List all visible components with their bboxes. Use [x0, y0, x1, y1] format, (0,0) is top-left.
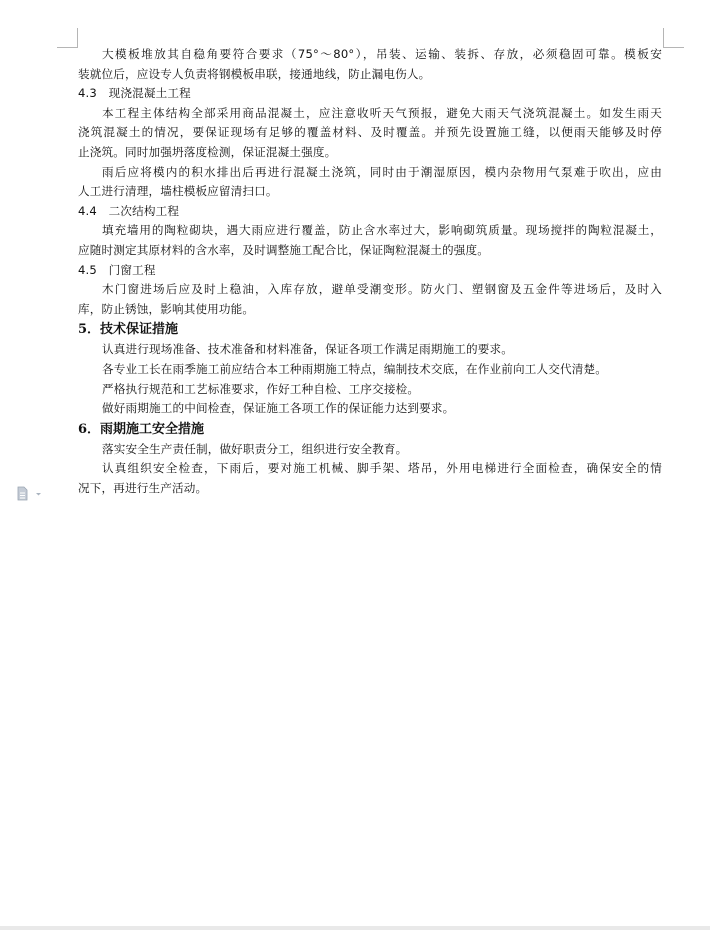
document-icon: [16, 486, 44, 502]
section-heading-5: 5．技术保证措施: [78, 322, 179, 338]
section-heading-4-5: 4.5 门窗工程: [78, 262, 156, 277]
paragraph-line: 浇筑混凝土的情况，要保证现场有足够的覆盖材料、及时覆盖。并预先设置施工缝，以便雨天能够及时停: [78, 125, 662, 140]
chevron-down-icon: [36, 493, 41, 496]
paragraph-line: 落实安全生产责任制，做好职责分工，组织进行安全教育。: [102, 441, 408, 456]
paragraph-line: 大模板堆放其自稳角要符合要求（75°～80°），吊装、运输、装拆、存放，必须稳固可靠。模板安: [102, 47, 662, 61]
paragraph-line: 严格执行规范和工艺标准要求，作好工种自检、工序交接检。: [102, 381, 420, 396]
section-heading-6: 6．雨期施工安全措施: [78, 421, 205, 437]
crop-mark-top-left: [57, 47, 78, 48]
section-heading-4-4: 4.4 二次结构工程: [78, 203, 180, 218]
paragraph-line: 本工程主体结构全部采用商品混凝土，应注意收听天气预报，避免大雨天气浇筑混凝土。如发生雨天: [102, 105, 662, 120]
paragraph-line: 雨后应将模内的积水排出后再进行混凝土浇筑，同时由于潮湿原因，模内杂物用气泵难于吹出，应由: [102, 164, 662, 179]
paragraph-line: 认真组织安全检查，下雨后，要对施工机械、脚手架、塔吊，外用电梯进行全面检查，确保安全的情: [102, 461, 662, 476]
paragraph-line: 做好雨期施工的中间检查，保证施工各项工作的保证能力达到要求。: [102, 401, 455, 416]
paragraph-line: 木门窗进场后应及时上稳油，入库存放，避单受潮变形。防火门、塑钢窗及五金件等进场后，及时入: [102, 282, 662, 297]
paragraph-line: 止浇筑。同时加强坍落度检测，保证混凝土强度。: [78, 144, 337, 159]
page-bottom-edge: [0, 926, 710, 930]
paragraph-line: 各专业工长在雨季施工前应结合本工种雨期施工特点，编制技术交底，在作业前向工人交代清楚。: [102, 361, 607, 376]
section-heading-4-3: 4.3 现浇混凝土工程: [78, 86, 191, 101]
paragraph-line: 装就位后，应设专人负责将钢模板串联，接通地线，防止漏电伤人。: [78, 66, 431, 81]
paragraph-line: 况下，再进行生产活动。: [78, 480, 208, 495]
paragraph-line: 填充墙用的陶粒砌块，遇大雨应进行覆盖，防止含水率过大，影响砌筑质量。现场搅拌的陶粒混凝土，: [102, 223, 662, 238]
crop-mark-top-right: [663, 47, 684, 48]
crop-mark-top-right: [663, 28, 664, 48]
paragraph-line: 应随时测定其原材料的含水率，及时调整施工配合比，保证陶粒混凝土的强度。: [78, 242, 490, 257]
paragraph-line: 人工进行清理，墙柱模板应留清扫口。: [78, 184, 278, 199]
paragraph-line: 认真进行现场准备、技术准备和材料准备，保证各项工作满足雨期施工的要求。: [102, 342, 514, 357]
document-icon[interactable]: [16, 486, 44, 502]
document-body[interactable]: [78, 45, 662, 498]
paragraph-line: 库，防止锈蚀，影响其使用功能。: [78, 301, 255, 316]
